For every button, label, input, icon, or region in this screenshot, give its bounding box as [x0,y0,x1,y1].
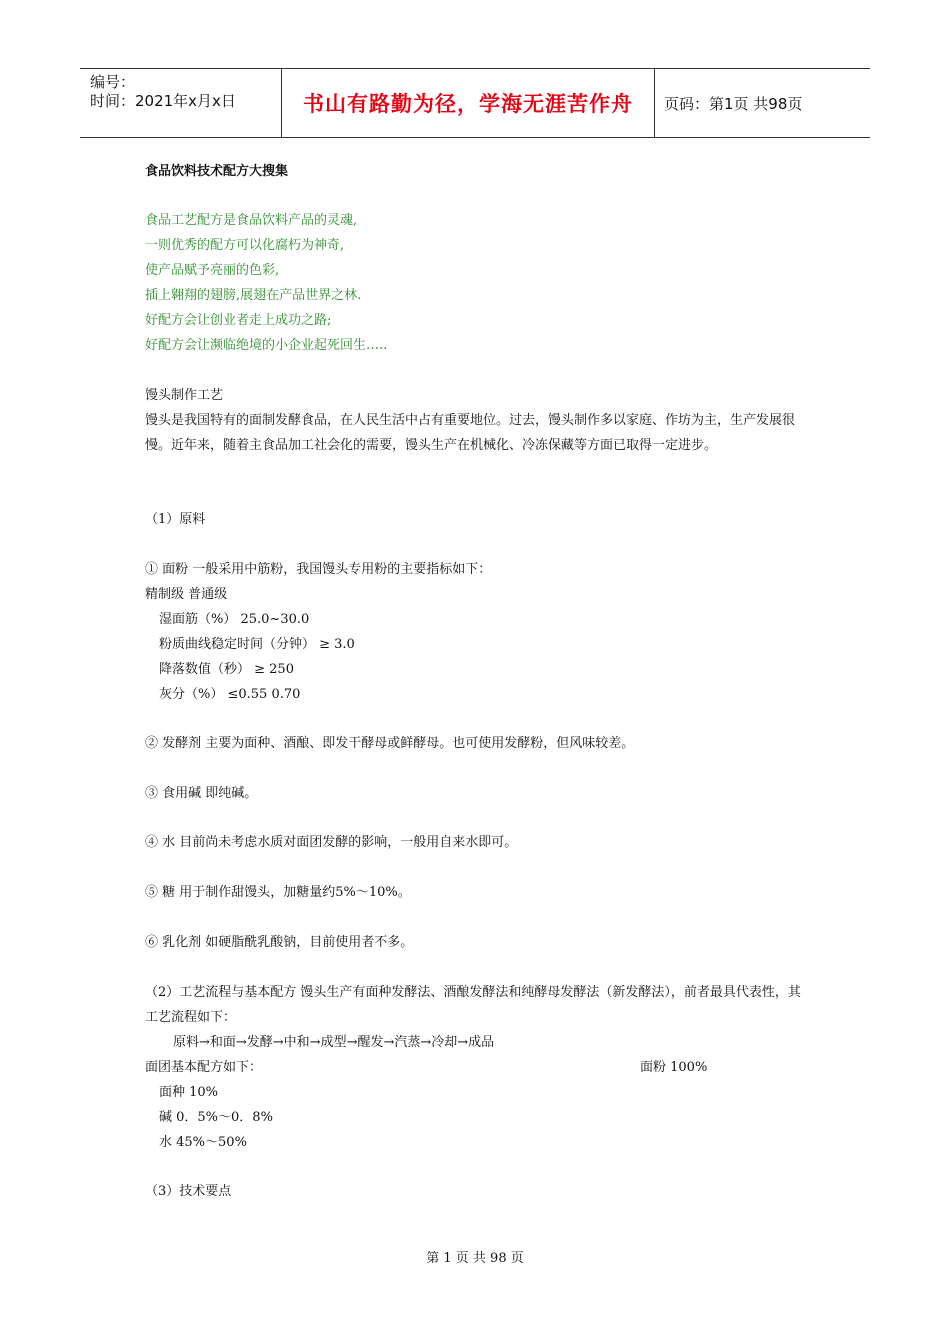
time-label: 时间：2021年x月x日 [90,92,236,110]
intro-line: 一则优秀的配方可以化腐朽为神奇, [145,238,345,253]
flour-line: ① 面粉 一般采用中筋粉，我国馒头专用粉的主要指标如下： [145,562,492,577]
process-flow: 原料→和面→发酵→中和→成型→醒发→汽蒸→冷却→成品 [173,1035,495,1050]
flour-spec: 降落数值（秒） ≥ 250 [159,662,294,677]
intro-line: 好配方会让创业者走上成功之路; [145,313,332,328]
material-item: ⑥ 乳化剂 如硬脂酰乳酸钠，目前使用者不多。 [145,935,414,950]
formula-item: 水 45%～50% [159,1135,247,1150]
header-motto: 书山有路勤为径，学海无涯苦作舟 [303,92,633,116]
formula-item: 碱 0．5%～0．8% [159,1110,273,1125]
number-label: 编号： [90,73,136,91]
page-header [80,68,870,138]
formula-flour: 面粉 100% [640,1060,708,1075]
tech-heading: （3）技术要点 [145,1184,232,1199]
header-page-info: 页码：第1页 共98页 [664,94,803,113]
material-item: ③ 食用碱 即纯碱。 [145,786,258,801]
section-title: 馒头制作工艺 [145,388,224,403]
formula-label: 面团基本配方如下： [145,1060,263,1075]
material-item: ⑤ 糖 用于制作甜馒头，加糖量约5%～10%。 [145,885,411,900]
material-item: ② 发酵剂 主要为面种、酒酿、即发干酵母或鲜酵母。也可使用发酵粉，但风味较差。 [145,736,635,751]
page-footer: 第 1 页 共 98 页 [426,1251,524,1266]
flour-spec: 湿面筋（%） 25.0~30.0 [159,612,310,627]
raw-materials-heading: （1）原料 [145,512,206,527]
intro-line: 插上翱翔的翅膀,展翅在产品世界之林. [145,288,362,303]
material-item: ④ 水 目前尚未考虑水质对面团发酵的影响，一般用自来水即可。 [145,835,518,850]
intro-line: 食品工艺配方是食品饮料产品的灵魂, [145,213,358,228]
intro-line: 好配方会让濒临绝境的小企业起死回生….. [145,338,388,353]
header-meta [90,73,236,111]
flour-spec: 粉质曲线稳定时间（分钟） ≥ 3.0 [159,637,355,652]
section-paragraph: 馒头是我国特有的面制发酵食品，在人民生活中占有重要地位。过去，馒头制作多以家庭、作坊为主，生产发展很慢。近年来，随着主食品加工社会化的需要，馒头生产在机械化、冷冻保藏等方面已取得一定进步。 [145,413,796,453]
flour-grades: 精制级 普通级 [145,587,228,602]
intro-line: 使产品赋予亮丽的色彩, [145,263,280,278]
process-heading: （2）工艺流程与基本配方 馒头生产有面种发酵法、酒酿发酵法和纯酵母发酵法（新发酵法），前者最具代表性，其工艺流程如下： [145,985,801,1025]
flour-spec: 灰分（%） ≤0.55 0.70 [159,687,301,702]
header-divider [654,69,655,137]
document-title: 食品饮料技术配方大搜集 [145,164,289,179]
formula-item: 面种 10% [159,1085,219,1100]
